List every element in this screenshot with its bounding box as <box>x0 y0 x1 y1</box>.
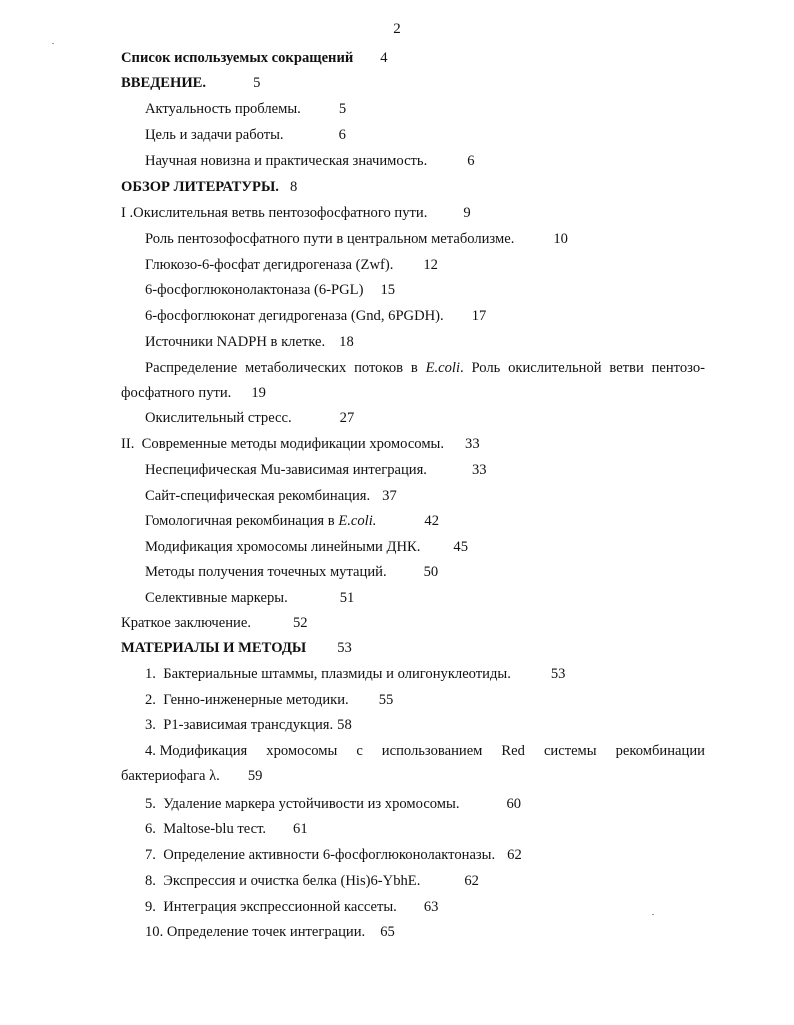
toc-entry[interactable] <box>145 715 352 735</box>
toc-entry-label: Селективные маркеры. <box>145 590 288 606</box>
toc-entry-word: 4. Модификация <box>145 743 248 759</box>
toc-entry-label: ВВЕДЕНИЕ. <box>121 75 207 91</box>
toc-entry-page: 15 <box>380 282 396 298</box>
toc-entry-page: 4 <box>380 50 388 66</box>
toc-entry[interactable] <box>145 332 354 352</box>
toc-entry-page: 65 <box>380 924 395 940</box>
toc-entry-label: Цель и задачи работы. <box>145 127 284 143</box>
toc-entry-page: 8 <box>289 179 298 195</box>
toc-entry-page: 62 <box>507 847 522 863</box>
toc-entry-label: Научная новизна и практическая значимость. <box>145 153 428 169</box>
toc-entry-page: 61 <box>293 821 308 837</box>
toc-entry-label-italic: E.coli <box>425 360 461 376</box>
toc-entry-literature-review[interactable] <box>121 177 297 197</box>
toc-entry-label: Роль пентозофосфатного пути в центральном метаболизме. <box>145 231 515 247</box>
toc-entry-page: 53 <box>337 640 352 656</box>
toc-entry-label: 7. Определение активности 6-фосфоглюконолактоназы. <box>145 847 496 863</box>
toc-entry-page: 55 <box>378 692 394 708</box>
toc-entry-page: 63 <box>423 899 439 915</box>
toc-entry-page: 19 <box>251 385 266 401</box>
toc-entry-page: 6 <box>467 153 475 169</box>
toc-entry[interactable] <box>145 794 521 814</box>
toc-entry[interactable] <box>145 151 475 171</box>
toc-entry-label: 1. Бактериальные штаммы, плазмиды и олигонуклеотиды. <box>145 666 511 682</box>
toc-entry[interactable] <box>145 871 479 891</box>
scan-speck <box>52 43 54 44</box>
toc-entry-page: 9 <box>463 205 471 221</box>
toc-entry-label-part: Распределение метаболических потоков в <box>145 360 418 376</box>
toc-entry-metabolic-flux-cont[interactable] <box>121 383 266 403</box>
toc-entry-page: 27 <box>339 410 355 426</box>
toc-entry-red-system[interactable] <box>145 741 705 761</box>
toc-entry-label: I .Окислительная ветвь пентозофосфатного пути. <box>121 205 428 221</box>
toc-entry-page: 10 <box>553 231 568 247</box>
toc-entry[interactable] <box>145 664 565 684</box>
toc-entry-label: Гомологичная рекомбинация в <box>145 513 335 529</box>
toc-entry-oxidative-stress[interactable] <box>145 408 354 428</box>
toc-entry-word: рекомбинации <box>615 743 705 759</box>
toc-entry-label: 2. Генно-инженерные методики. <box>145 692 349 708</box>
toc-entry[interactable] <box>145 897 438 917</box>
toc-entry-page: 58 <box>337 717 352 733</box>
toc-entry-page: 50 <box>423 564 439 580</box>
toc-entry-page: 60 <box>506 796 522 812</box>
toc-entry-label-part: фосфатного пути. <box>121 385 232 401</box>
toc-entry-abbreviations[interactable] <box>121 48 388 68</box>
toc-entry-page: 33 <box>465 436 480 452</box>
toc-entry-label: МАТЕРИАЛЫ И МЕТОДЫ <box>121 640 307 656</box>
toc-entry-word: с <box>356 743 363 759</box>
toc-entry[interactable] <box>145 819 308 839</box>
toc-entry-label: Сайт-специфическая рекомбинация. <box>145 488 371 504</box>
toc-entry-label-part: бактериофага λ. <box>121 768 220 784</box>
toc-entry-page: 17 <box>471 308 487 324</box>
toc-entry-label-italic: E.coli. <box>338 513 377 529</box>
toc-entry-label: II. Современные методы модификации хромосомы. <box>121 436 445 452</box>
toc-entry-materials-methods[interactable] <box>121 638 352 658</box>
toc-entry-label: 8. Экспрессия и очистка белка (His)6-YbhE. <box>145 873 421 889</box>
toc-entry-word: хромосомы <box>266 743 338 759</box>
toc-entry-label: Методы получения точечных мутаций. <box>145 564 387 580</box>
toc-entry-part-2[interactable] <box>121 434 480 454</box>
toc-entry-page: 53 <box>550 666 566 682</box>
toc-entry[interactable] <box>145 690 393 710</box>
toc-entry-page: 51 <box>339 590 355 606</box>
toc-entry-label-part: . Роль окислительной ветви пентозо- <box>460 360 705 376</box>
toc-entry-label: 6. Maltose-blu тест. <box>145 821 267 837</box>
toc-entry[interactable] <box>145 486 397 506</box>
toc-entry-page: 5 <box>253 75 261 91</box>
toc-entry-label: 3. P1-зависимая трансдукция. <box>145 717 334 733</box>
toc-entry-label: Неспецифическая Mu-зависимая интеграция. <box>145 462 427 478</box>
toc-entry-label: 6-фосфоглюконат дегидрогеназа (Gnd, 6PGDH). <box>145 308 444 324</box>
toc-entry-word: системы <box>543 743 597 759</box>
toc-entry-label: 9. Интеграция экспрессионной кассеты. <box>145 899 397 915</box>
toc-entry[interactable] <box>145 845 522 865</box>
toc-entry-page: 62 <box>464 873 479 889</box>
scan-speck <box>652 914 654 915</box>
toc-entry[interactable] <box>145 280 395 300</box>
toc-entry-label: 5. Удаление маркера устойчивости из хромосомы. <box>145 796 460 812</box>
toc-entry-summary[interactable] <box>121 613 308 633</box>
toc-entry-homologous-recombination[interactable] <box>145 511 439 531</box>
toc-entry[interactable] <box>145 460 487 480</box>
toc-entry[interactable] <box>145 255 438 275</box>
toc-entry-part-1[interactable] <box>121 203 471 223</box>
toc-entry-label: 10. Определение точек интеграции. <box>145 924 366 940</box>
toc-entry-page: 45 <box>453 539 468 555</box>
toc-entry-page: 52 <box>292 615 308 631</box>
toc-entry-label: Окислительный стресс. <box>145 410 292 426</box>
toc-entry[interactable] <box>145 306 486 326</box>
toc-entry-label: Модификация хромосомы линейными ДНК. <box>145 539 421 555</box>
page-number: 2 <box>393 21 401 37</box>
toc-entry-introduction[interactable] <box>121 73 260 93</box>
toc-entry-page: 33 <box>471 462 487 478</box>
toc-entry-page: 59 <box>247 768 263 784</box>
toc-entry[interactable] <box>145 537 468 557</box>
toc-entry[interactable] <box>145 125 346 145</box>
toc-entry-page: 12 <box>423 257 438 273</box>
toc-entry-label: ОБЗОР ЛИТЕРАТУРЫ. <box>121 179 279 195</box>
toc-entry[interactable] <box>145 229 568 249</box>
toc-entry-word: Red <box>501 743 525 759</box>
toc-entry-label: 6-фосфоглюконолактоназа (6-PGL) <box>145 282 364 298</box>
toc-entry-page: 42 <box>424 513 440 529</box>
toc-entry[interactable] <box>145 588 354 608</box>
toc-entry[interactable] <box>145 562 438 582</box>
toc-entry-label: Список используемых сокращений <box>121 50 354 66</box>
toc-entry-label: Актуальность проблемы. <box>145 101 301 117</box>
toc-entry-page: 37 <box>382 488 397 504</box>
toc-entry-red-system-cont[interactable] <box>121 766 262 786</box>
toc-entry-metabolic-flux[interactable] <box>145 358 705 378</box>
toc-entry-page: 5 <box>338 101 347 117</box>
toc-entry-label: Краткое заключение. <box>121 615 251 631</box>
toc-entry-label: Источники NADPH в клетке. <box>145 334 326 350</box>
toc-entry-page: 18 <box>339 334 354 350</box>
toc-entry-label: Глюкозо-6-фосфат дегидрогеназа (Zwf). <box>145 257 394 273</box>
toc-entry[interactable] <box>145 922 395 942</box>
toc-entry-word: использованием <box>381 743 483 759</box>
toc-entry[interactable] <box>145 99 346 119</box>
toc-entry-page: 6 <box>338 127 346 143</box>
